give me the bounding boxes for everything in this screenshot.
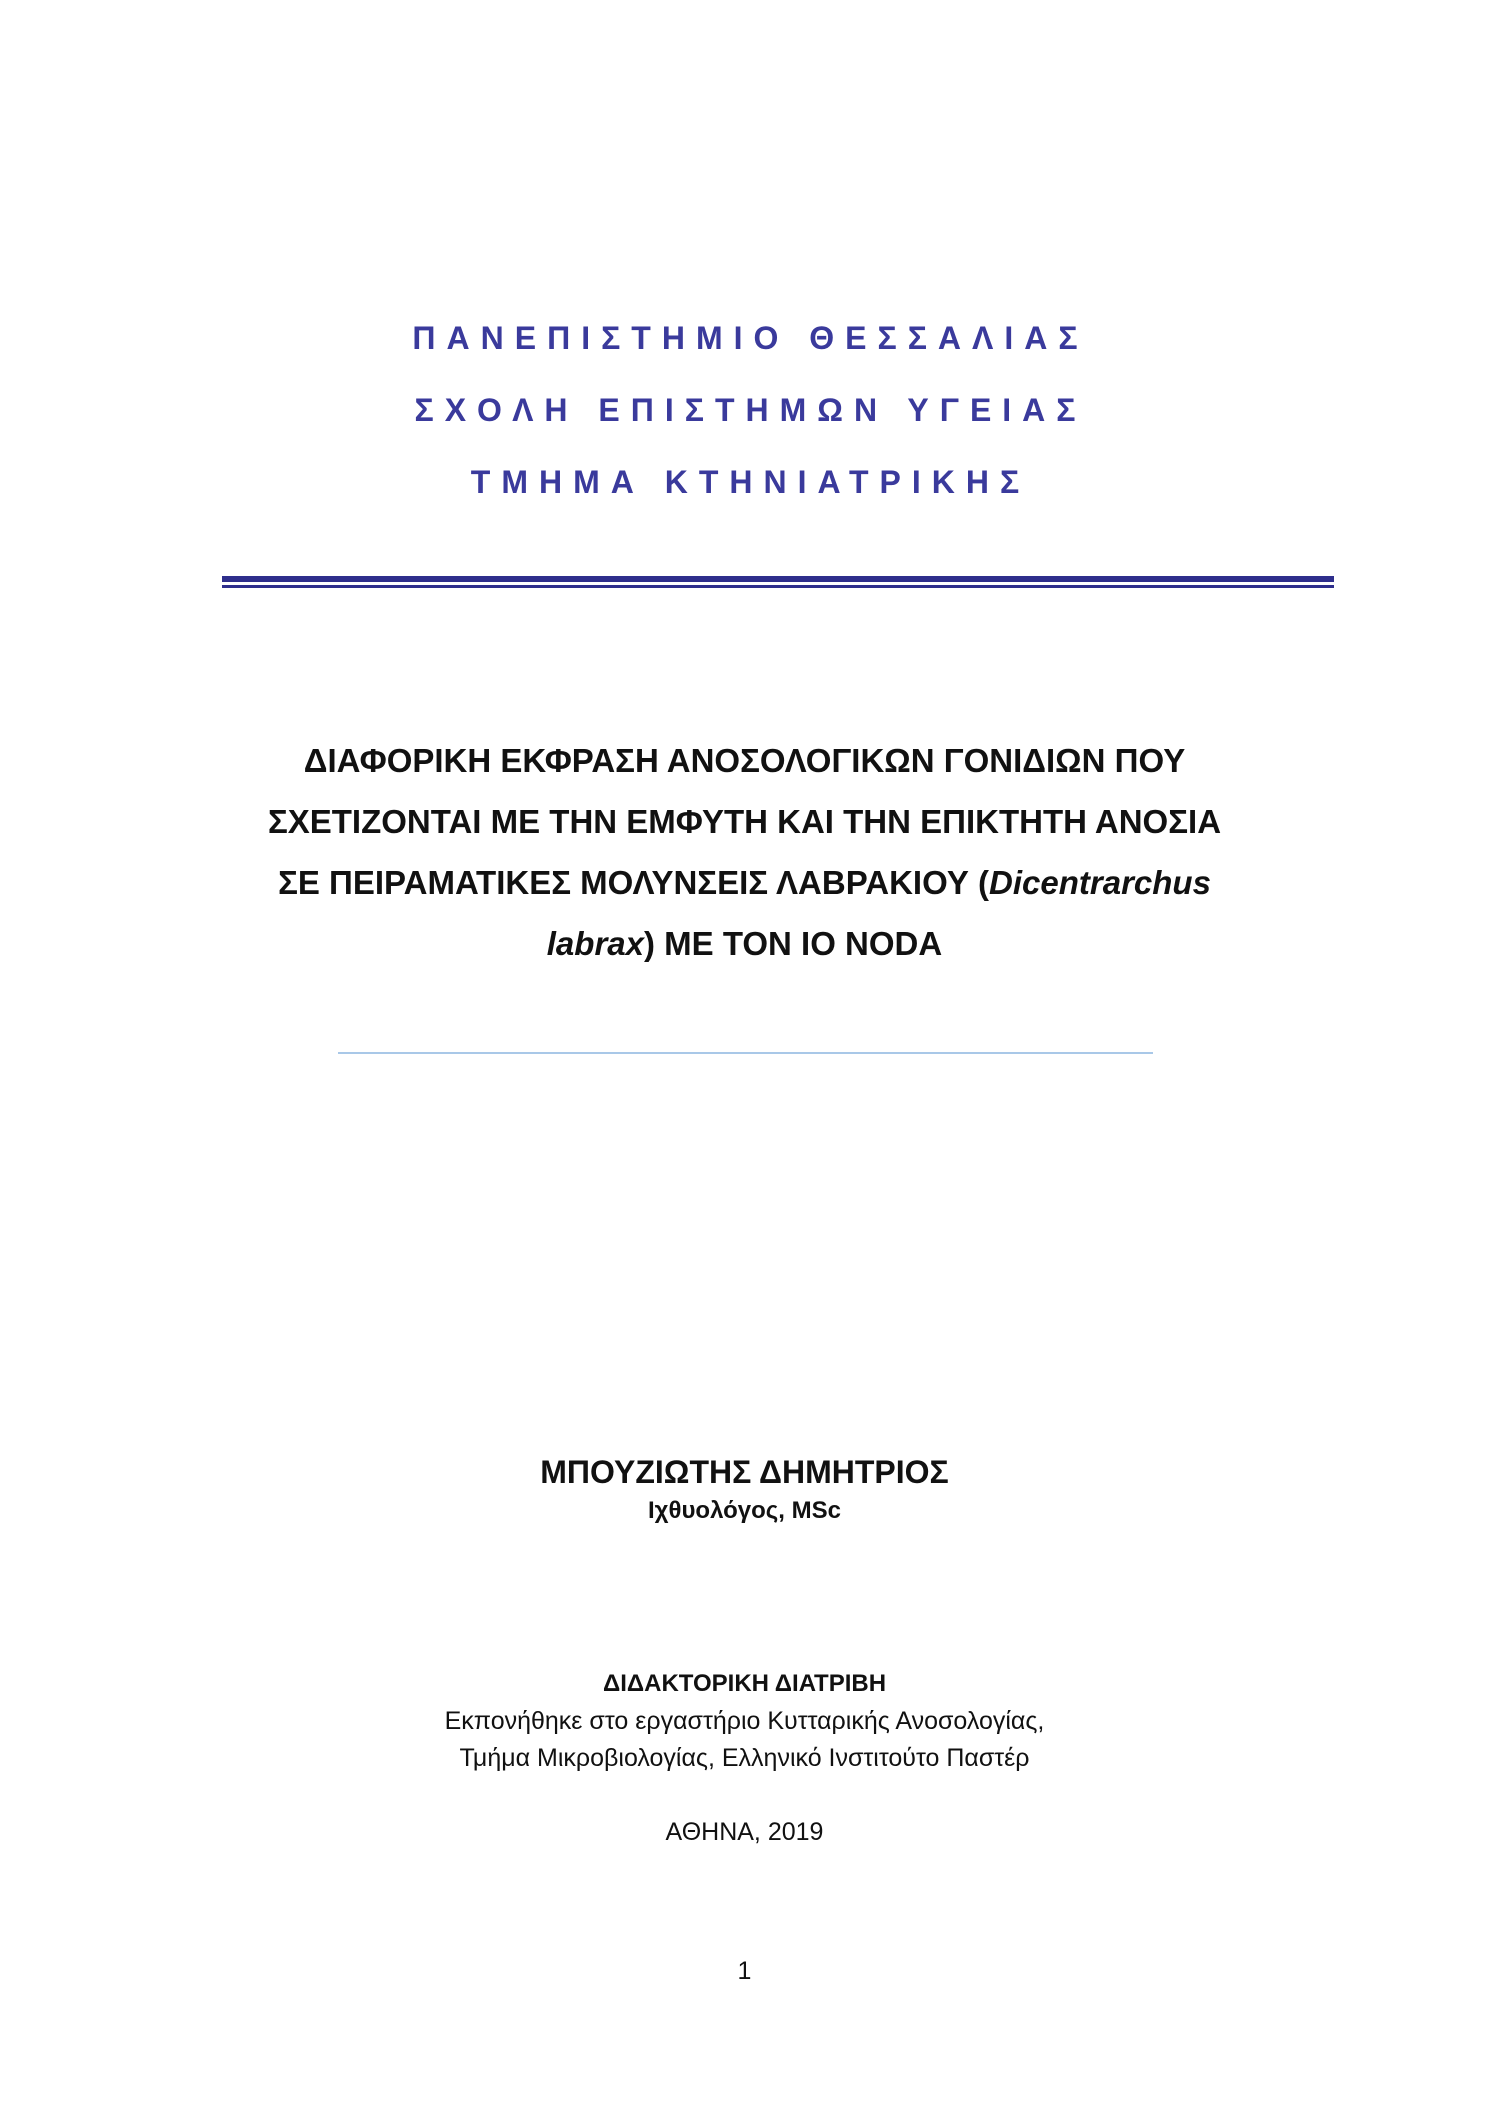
department-name: ΤΜΗΜΑ ΚΤΗΝΙΑΤΡΙΚΗΣ [470,464,1031,500]
author-name: ΜΠΟΥΖΙΩΤΗΣ ΔΗΜΗΤΡΙΟΣ [540,1454,949,1490]
title-line-2: ΣΧΕΤΙΖΟΝΤΑΙ ΜΕ ΤΗΝ ΕΜΦΥΤΗ ΚΑΙ ΤΗΝ ΕΠΙΚΤΗΤΗ ΑΝΟΣΙΑ [267,803,1222,840]
university-name: ΠΑΝΕΠΙΣΤΗΜΙΟ ΘΕΣΣΑΛΙΑΣ [412,320,1089,356]
author-role: Ιχθυολόγος, MSc [648,1497,841,1524]
school-name: ΣΧΟΛΗ ΕΠΙΣΤΗΜΩΝ ΥΓΕΙΑΣ [414,392,1087,428]
thesis-title [200,730,1289,974]
header-divider [222,576,1334,588]
species-epithet: labrax [546,925,644,962]
lab-affiliation-line-2: Τμήμα Μικροβιολογίας, Ελληνικό Ινστιτούτο Παστέρ [459,1744,1030,1772]
title-line-4 [200,913,1289,974]
place-and-year: ΑΘΗΝΑ, 2019 [665,1818,824,1846]
title-divider [338,1052,1153,1054]
header-divider-thick [222,576,1334,582]
title-line-1: ΔΙΑΦΟΡΙΚΗ ΕΚΦΡΑΣΗ ΑΝΟΣΟΛΟΓΙΚΩΝ ΓΟΝΙΔΙΩΝ ΠΟΥ [303,742,1186,779]
thesis-type: ΔΙΔΑΚΤΟΡΙΚΗ ΔΙΑΤΡΙΒΗ [602,1670,887,1697]
lab-affiliation-line-1: Εκπονήθηκε στο εργαστήριο Κυτταρικής Ανοσολογίας, [444,1707,1045,1735]
title-line-4-text: ) ΜΕ ΤΟΝ ΙΟ NODA [644,925,943,962]
species-genus: Dicentrarchus [989,864,1211,901]
title-line-3 [200,852,1289,913]
page-number: 1 [737,1957,752,1985]
header-divider-thin [222,585,1334,588]
title-line-3-text: ΣΕ ΠΕΙΡΑΜΑΤΙΚΕΣ ΜΟΛΥΝΣΕΙΣ ΛΑΒΡΑΚΙΟΥ ( [278,864,990,901]
